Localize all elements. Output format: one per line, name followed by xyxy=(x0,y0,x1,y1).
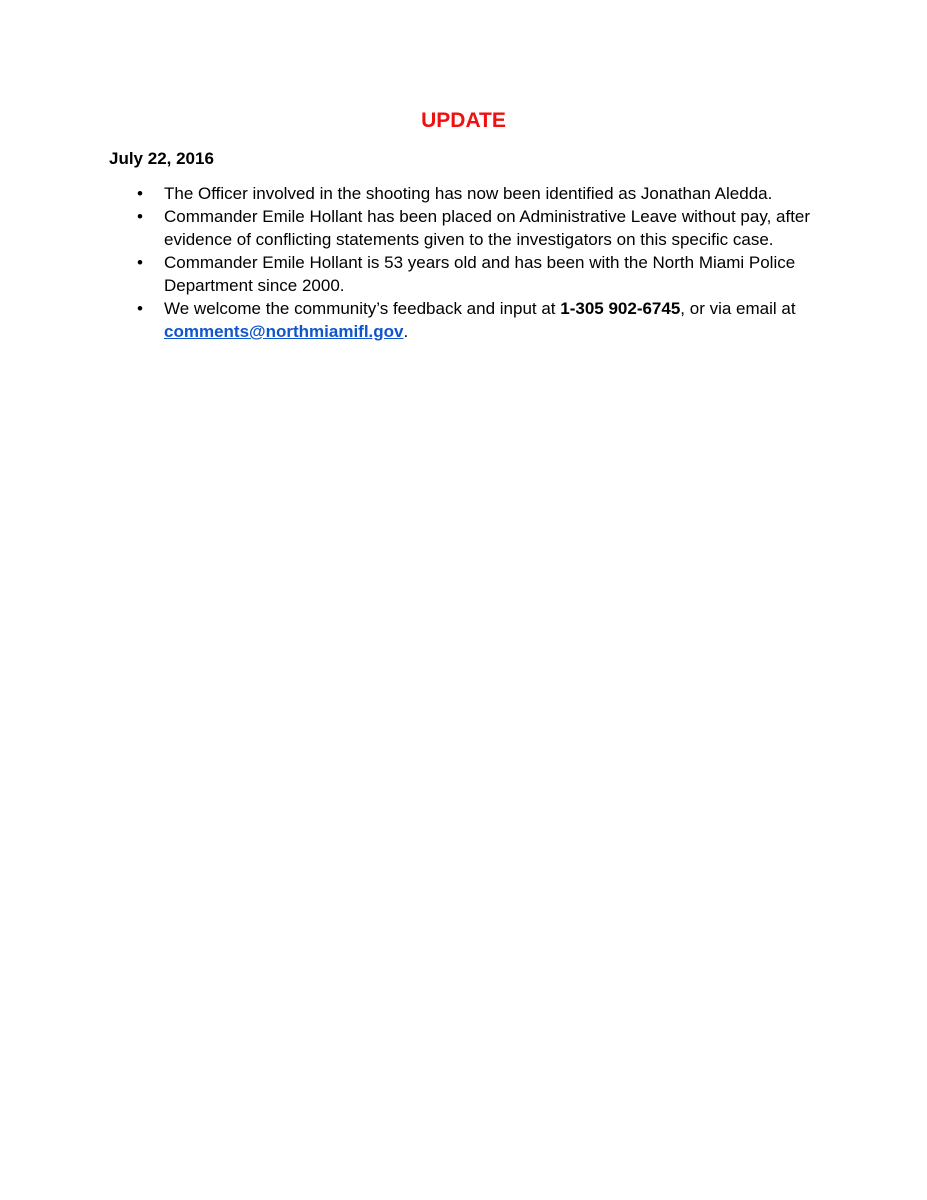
email-link[interactable]: comments@northmiamifl.gov xyxy=(164,322,404,341)
phone-number: 1-305 902-6745 xyxy=(560,299,681,318)
list-item-text-after: . xyxy=(403,322,409,341)
page-title: UPDATE xyxy=(421,109,506,132)
list-item-text-before: We welcome the community’s feedback and input at xyxy=(164,299,561,318)
bullet-icon: • xyxy=(137,299,143,318)
bullet-list xyxy=(109,182,829,343)
bullet-icon: • xyxy=(137,184,143,203)
list-item-text: The Officer involved in the shooting has now been identified as Jonathan Aledda. xyxy=(164,184,773,203)
list-item-text: Commander Emile Hollant is 53 years old and has been with the North Miami Police Department since 2000. xyxy=(164,253,796,295)
list-item xyxy=(109,251,829,297)
list-item xyxy=(109,182,829,205)
bullet-icon: • xyxy=(137,253,143,272)
list-item-text: Commander Emile Hollant has been placed on Administrative Leave without pay, after evidence of conflicting statements given to the investigators on this specific case. xyxy=(164,207,811,249)
list-item xyxy=(109,297,829,343)
list-item-text-middle: , or via email at xyxy=(680,299,796,318)
bullet-icon: • xyxy=(137,207,143,226)
list-item xyxy=(109,205,829,251)
document-date: July 22, 2016 xyxy=(109,149,214,168)
